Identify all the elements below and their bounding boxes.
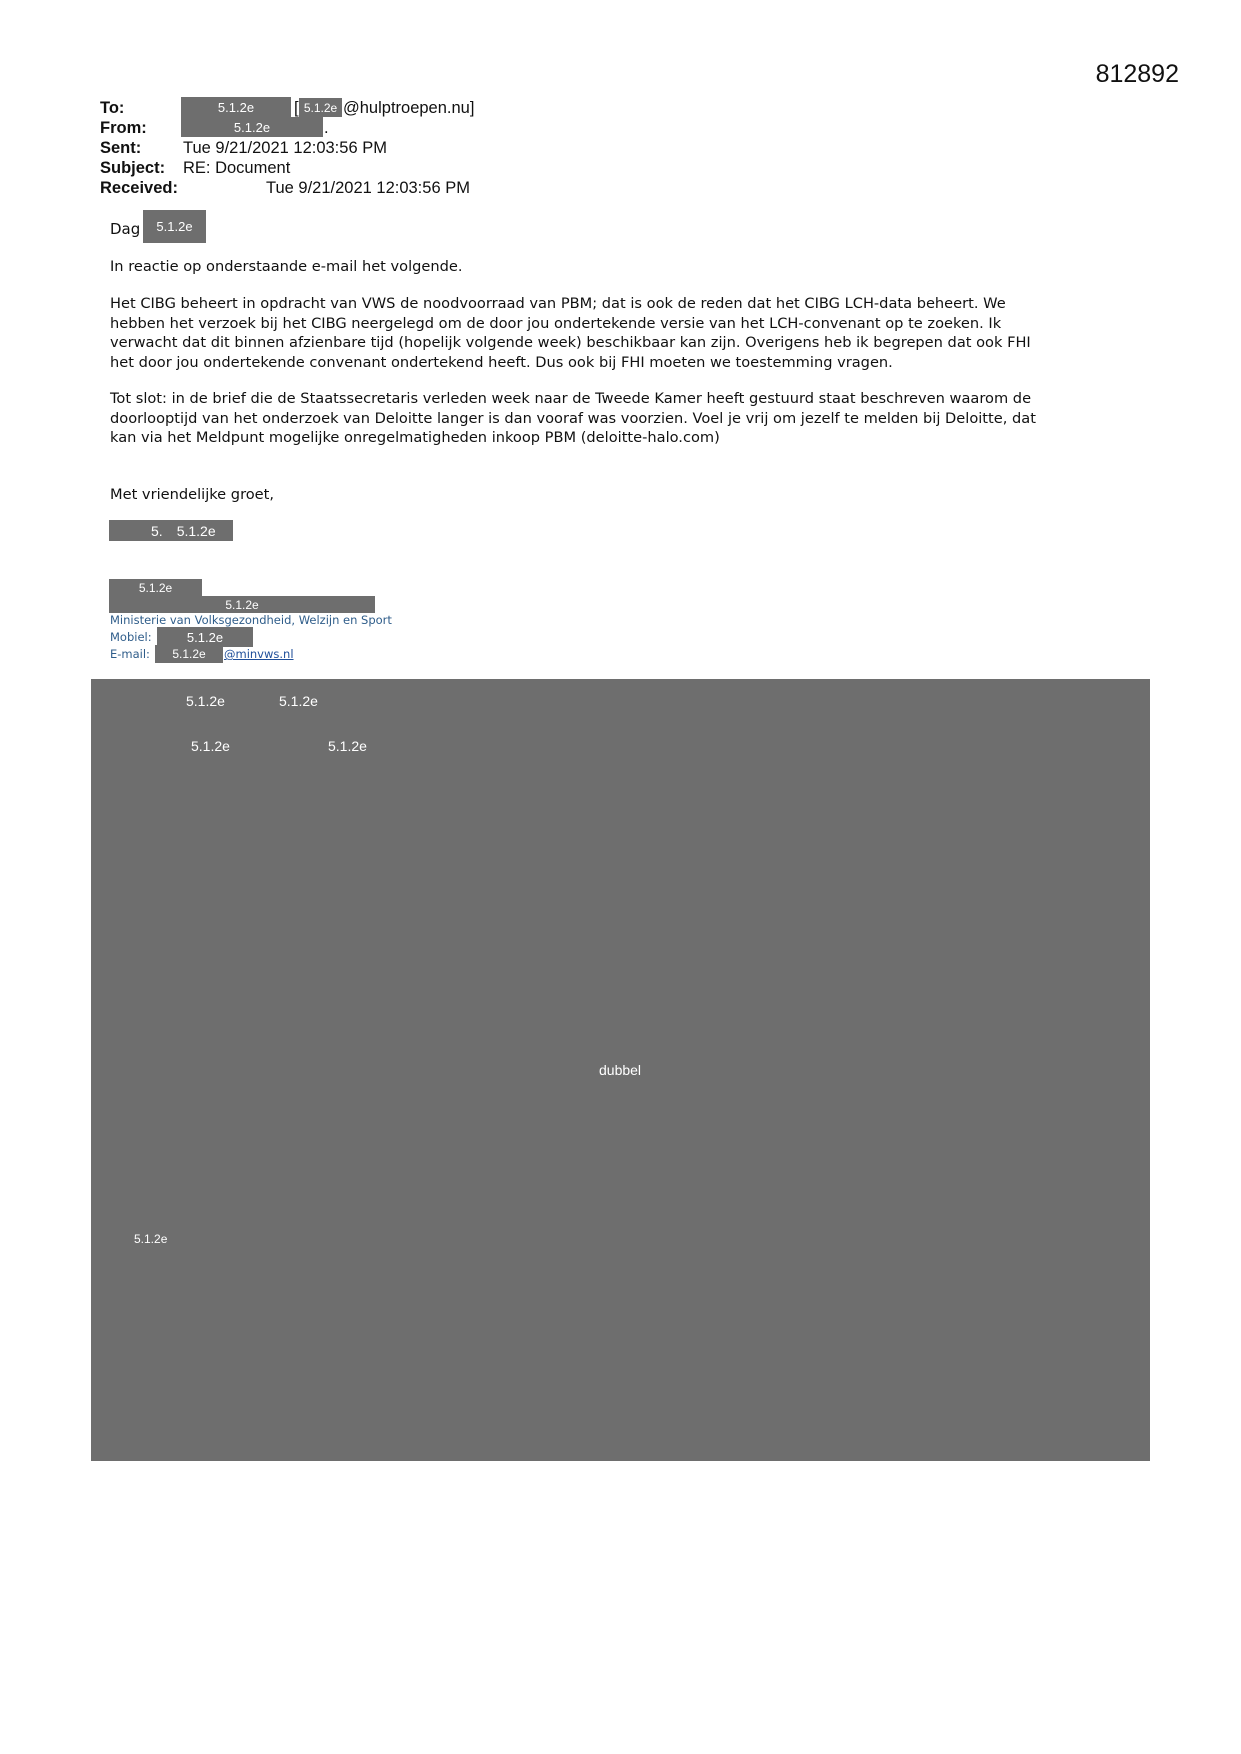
intro-text: In reactie op onderstaande e-mail het volgende. (110, 258, 463, 275)
to-domain: @hulptroepen.nu] (343, 99, 475, 117)
redaction-signer-name (109, 520, 233, 541)
to-label: To: (100, 99, 125, 117)
redaction-to-name: 5.1.2e (181, 97, 291, 118)
subject-value: RE: Document (183, 159, 291, 177)
block-code: 5.1.2e (328, 738, 367, 754)
paragraph-1-line: verwacht dat dit binnen afzienbare tijd (hopelijk volgende week) beschikbaar kan zijn. Overigens heb ik begrepen dat ook FHI (110, 334, 1031, 351)
received-label: Received: (100, 179, 178, 197)
paragraph-1-line: Het CIBG beheert in opdracht van VWS de noodvoorraad van PBM; dat is ook de reden dat het CIBG LCH-data beheert. We (110, 295, 1006, 312)
redaction-signature-line-2: 5.1.2e (109, 596, 375, 613)
closing: Met vriendelijke groet, (110, 486, 275, 503)
redaction-to-email: 5.1.2e (299, 98, 342, 117)
block-code: 5.1.2e (191, 738, 230, 754)
block-label-dubbel: dubbel (599, 1062, 642, 1078)
ministry-name: Ministerie van Volksgezondheid, Welzijn en Sport (110, 613, 392, 627)
from-label: From: (100, 119, 147, 137)
block-code: 5.1.2e (186, 693, 225, 709)
from-dot: . (324, 119, 329, 137)
sent-label: Sent: (100, 139, 142, 157)
signer-name-prefix: 5. (151, 522, 163, 539)
subject-label: Subject: (100, 159, 166, 177)
paragraph-2 (110, 389, 1120, 448)
mobile-label: Mobiel: (110, 630, 152, 644)
block-code: 5.1.2e (134, 1232, 168, 1246)
signer-name-code: 5.1.2e (176, 522, 216, 539)
paragraph-1 (110, 294, 1120, 372)
received-value: Tue 9/21/2021 12:03:56 PM (266, 179, 470, 197)
block-code: 5.1.2e (279, 693, 318, 709)
paragraph-2-line: kan via het Meldpunt mogelijke onregelmatigheden inkoop PBM (deloitte-halo.com) (110, 429, 720, 446)
email-domain-link[interactable]: @minvws.nl (224, 647, 294, 661)
redaction-email: 5.1.2e (155, 645, 223, 663)
email-label: E-mail: (110, 647, 150, 661)
redaction-signature-line-1: 5.1.2e (109, 579, 202, 596)
sent-value: Tue 9/21/2021 12:03:56 PM (183, 139, 387, 157)
to-bracket: [ (294, 99, 299, 117)
redaction-from: 5.1.2e (181, 117, 323, 137)
redacted-block (91, 679, 1150, 1461)
paragraph-1-line: het door jou ondertekende convenant ondertekend heeft. Dus ook bij FHI moeten we toestemming vragen. (110, 353, 893, 371)
paragraph-2-line: doorlooptijd van het onderzoek van Deloitte langer is dan vooraf was voorzien. Voel je vrij om jezelf te melden bij Deloitte, dat (110, 409, 1036, 427)
greeting: Dag (110, 220, 141, 238)
redaction-greeting-name: 5.1.2e (143, 210, 206, 243)
document-number: 812892 (1095, 60, 1179, 88)
paragraph-1-line: hebben het verzoek bij het CIBG neergelegd om de door jou ondertekende versie van het LCH-convenant op te zoeken. Ik (110, 314, 1002, 332)
paragraph-2-line: Tot slot: in de brief die de Staatssecretaris verleden week naar de Tweede Kamer heeft gestuurd staat beschreven waarom de (110, 390, 1032, 407)
redaction-mobile: 5.1.2e (157, 627, 253, 647)
